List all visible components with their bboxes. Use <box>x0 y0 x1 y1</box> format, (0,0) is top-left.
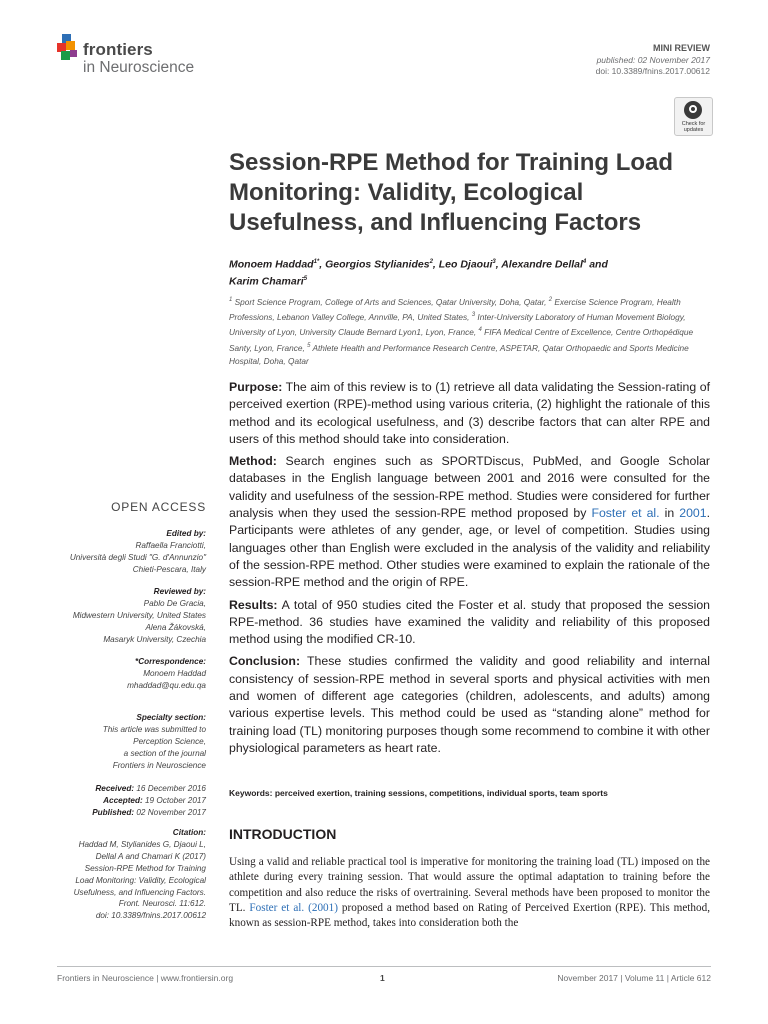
author-name[interactable]: Monoem Haddad <box>229 258 314 271</box>
affil-text: FIFA Medical Centre of Excellence, Centre Orthopédique Santy, Lyon, France, <box>229 327 694 353</box>
citation-line: Usefulness, and Influencing Factors. <box>73 887 206 897</box>
abstract-text: These studies confirmed the validity and good reliability and internal consistency of session-RPE method in several sports and physical activities with men and women of different age categories (children, adolescents, and adults) among various expertise levels. This method could be used as “standing alone” method for training load (TL) monitoring purposes though some recommend to combine it with other physiological parameters as heart rate. <box>229 654 710 755</box>
body-text: Using a valid and reliable practical tool is imperative for monitoring the training load (TL) imposed on the athlete during every training session. That would assure the optimal adaptation to training before the competition and also reduce the risks of overtraining. Several methods have been proposed to monitor the TL. <box>229 856 710 914</box>
abstract-method <box>229 453 710 591</box>
abstract-label: Purpose: <box>229 380 283 394</box>
reviewed-by-label: Reviewed by: <box>153 587 206 596</box>
abstract-text: in <box>659 506 680 521</box>
reviewer-line: Pablo De Gracia, <box>143 598 206 608</box>
reference-link[interactable]: 2001 <box>679 506 707 521</box>
doi[interactable]: doi: 10.3389/fnins.2017.00612 <box>595 66 710 76</box>
citation-line: Load Monitoring: Validity, Ecological <box>75 875 206 885</box>
abstract-text: . Participants were athletes of any gender, age, or level of competition. Studies using languages other than English were excluded in the analysis of the validity and reliability of the session-RPE method. Other studies were examined to explain the rationale of the session-RPE method and the origin of RPE. <box>229 506 711 590</box>
abstract-label: Method: <box>229 454 277 469</box>
check-for-updates-icon <box>684 101 702 119</box>
specialty-section-block <box>40 712 206 772</box>
correspondence-label: *Correspondence: <box>135 657 206 666</box>
footer-divider <box>57 966 711 967</box>
keywords: Keywords: perceived exertion, training sessions, competitions, individual sports, team sports <box>229 788 608 798</box>
specialty-line: a section of the journal <box>123 748 206 758</box>
abstract-text: The aim of this review is to (1) retrieve all data validating the Session-rating of perceived exertion (RPE)-method using various criteria, (2) highlight the rationale of this method and its ecological usefulness, and (3) describe factors that can alter RPE and users of this method should take into consideration. <box>229 380 710 446</box>
author-conjunction: and <box>589 258 608 271</box>
affil-text: Sport Science Program, College of Arts and Sciences, Qatar University, Doha, Qatar, <box>232 296 549 307</box>
editor-line: Raffaella Franciotti, <box>135 540 206 550</box>
editor-line: Chieti-Pescara, Italy <box>132 564 206 574</box>
affil-text: Exercise Science Program, Health Professions, Lebanon Valley College, Annville, PA, United States, <box>229 296 681 322</box>
dates-block <box>40 783 206 819</box>
author-affil-sup: 5 <box>303 275 308 282</box>
received-date <box>40 783 206 795</box>
journal-logo <box>57 34 217 78</box>
citation-label: Citation: <box>172 828 206 837</box>
correspondence-email[interactable]: mhaddad@qu.edu.qa <box>127 680 206 690</box>
specialty-label: Specialty section: <box>136 713 206 722</box>
section-heading-introduction: INTRODUCTION <box>229 826 337 842</box>
received-value: 16 December 2016 <box>134 784 206 793</box>
affiliations <box>229 294 711 368</box>
citation-line[interactable]: doi: 10.3389/fnins.2017.00612 <box>95 911 206 921</box>
author-name[interactable]: Leo Djaoui <box>438 258 493 271</box>
abstract-text: Search engines such as SPORTDiscus, PubMed, and Google Scholar databases in the English language between 2001 and 2016 were consulted for the validity and usefulness of the session-RPE method. Studies were considered for further analysis when they used the session-RPE method proposed by <box>229 454 710 521</box>
edited-by-block <box>40 528 206 576</box>
edited-by-label: Edited by: <box>166 529 206 538</box>
published-date: published: 02 November 2017 <box>596 55 710 65</box>
citation-line: Dellal A and Chamari K (2017) <box>95 851 206 861</box>
citation-line: Haddad M, Stylianides G, Djaoui L, <box>78 839 206 849</box>
footer-issue: November 2017 | Volume 11 | Article 612 <box>557 973 711 983</box>
accepted-label: Accepted: <box>103 796 143 805</box>
author-affil-sup: 3 <box>492 259 496 265</box>
introduction-body <box>229 855 710 931</box>
journal-brand: frontiers <box>83 40 153 59</box>
published-label: Published: <box>92 808 135 817</box>
abstract-text: A total of 950 studies cited the Foster et al. study that proposed the session RPE-method. 36 studies have examined the validity and reliability of this proposed method using the modified CR-10. <box>229 597 710 647</box>
affil-sup: 3 <box>471 312 476 319</box>
abstract-conclusion <box>229 653 710 757</box>
reviewer-line: Midwestern University, United States <box>72 610 206 620</box>
body-text: proposed a method based on Rating of Perceived Exertion (RPE). This method, known as session-RPE method, takes into consideration both the <box>229 901 710 930</box>
citation-block <box>40 827 206 922</box>
accepted-date <box>40 795 206 807</box>
abstract-purpose <box>229 379 710 448</box>
published-value: 02 November 2017 <box>134 808 206 817</box>
specialty-line: This article was submitted to <box>102 724 206 734</box>
author-name[interactable]: Karim Chamari <box>229 275 304 287</box>
abstract-label: Conclusion: <box>229 654 301 669</box>
abstract <box>229 379 710 762</box>
article-title: Session-RPE Method for Training Load Monitoring: Validity, Ecological Usefulness, and Influencing Factors <box>229 149 674 236</box>
author-affil-sup: 4 <box>582 259 587 265</box>
page-number: 1 <box>380 973 385 983</box>
abstract-label: Results: <box>229 597 278 612</box>
published-date-side <box>40 807 206 819</box>
citation-line: Front. Neurosci. 11:612. <box>118 899 206 909</box>
journal-subtitle: in Neuroscience <box>83 59 195 76</box>
received-label: Received: <box>95 784 135 793</box>
reviewer-line: Masaryk University, Czechia <box>103 634 206 644</box>
affil-text: Inter-University Laboratory of Human Movement Biology, University of Lyon, University Claude Bernard Lyon1, Lyon, France, <box>229 311 686 338</box>
editor-line: Università degli Studi "G. d'Annunzio" <box>69 552 206 562</box>
specialty-line: Perception Science, <box>133 736 206 746</box>
reference-link[interactable]: Foster et al. <box>591 506 660 521</box>
specialty-line: Frontiers in Neuroscience <box>112 760 206 770</box>
open-access-label: OPEN ACCESS <box>111 500 206 514</box>
correspondence-block <box>40 656 206 692</box>
correspondence-name: Monoem Haddad <box>143 668 206 678</box>
affil-sup: 5 <box>307 342 311 349</box>
reviewer-line: Alena Žákovská, <box>145 622 206 632</box>
abstract-results <box>229 597 710 649</box>
author-list: Monoem Haddad$^{1*}$, Georgios Stylianides$^2$, Leo Djaoui$^3$, Alexandre Dellal$^4$ and Karim Chamari$^5$ <box>229 258 608 287</box>
frontiers-logo-icon <box>57 34 81 66</box>
citation-line: Session-RPE Method for Training <box>84 863 206 873</box>
author-affil-sup: 1* <box>313 259 320 265</box>
author-affil-sup: 2 <box>429 259 433 265</box>
check-for-updates-badge[interactable] <box>674 97 713 136</box>
affil-sup: 2 <box>548 297 553 303</box>
reviewed-by-block <box>40 586 206 646</box>
check-for-updates-label: Check for updates <box>681 121 706 133</box>
footer-journal[interactable]: Frontiers in Neuroscience | www.frontiersin.org <box>57 973 234 983</box>
author-name[interactable]: Georgios Stylianides <box>325 258 430 271</box>
affil-sup: 1 <box>229 297 233 303</box>
author-name[interactable]: Alexandre Dellal <box>501 258 583 271</box>
article-type: MINI REVIEW <box>652 43 710 53</box>
accepted-value: 19 October 2017 <box>142 796 206 805</box>
reference-link[interactable]: Foster et al. (2001) <box>249 901 338 914</box>
affil-text: Athlete Health and Performance Research Centre, ASPETAR, Qatar Orthopaedic and Sports Medicine Hospital, Doha, Qatar <box>229 342 689 366</box>
affil-sup: 4 <box>478 327 482 334</box>
